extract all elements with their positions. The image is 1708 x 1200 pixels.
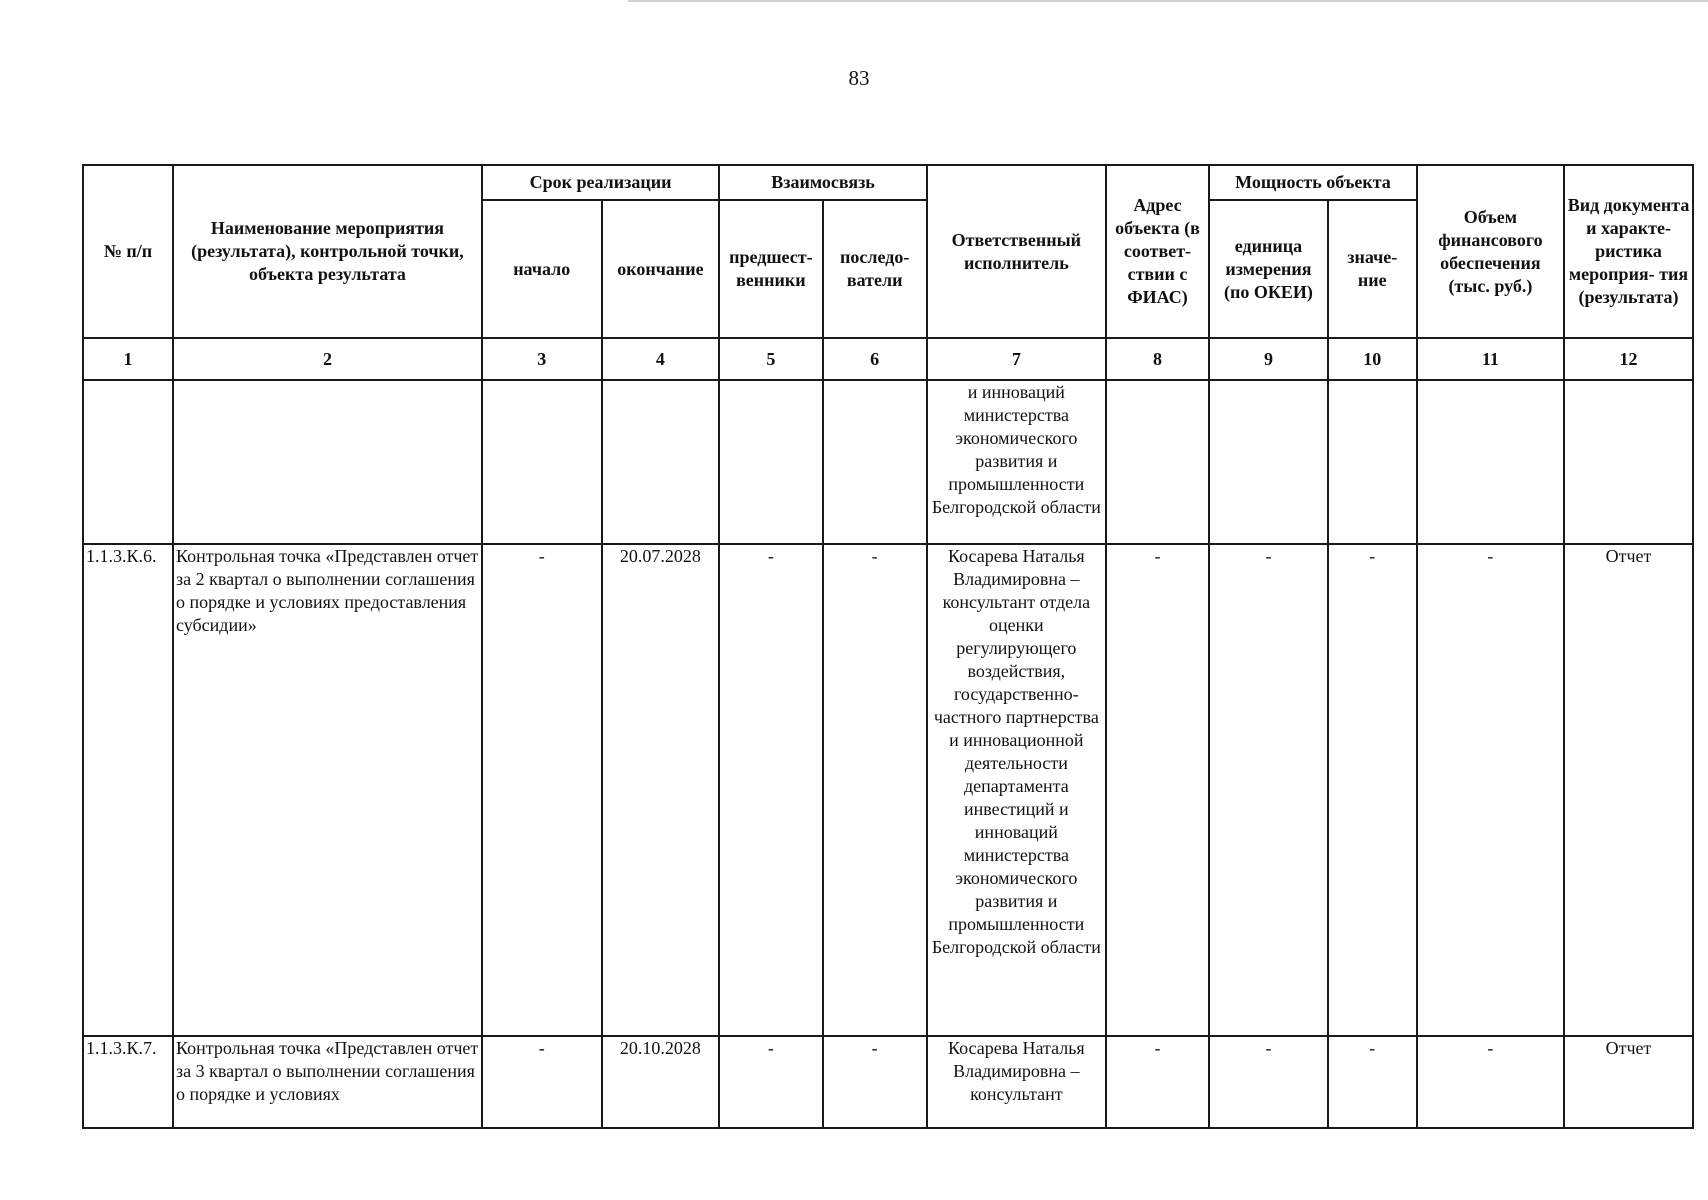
cell-address: [1106, 380, 1209, 544]
cell-successors: -: [823, 1036, 927, 1128]
plan-table: [82, 164, 1694, 1129]
cell-name: Контрольная точка «Представлен отчет за 2 квартал о выполнении соглашения о порядке и условиях предоставления субсидии»: [173, 544, 482, 1036]
cell-address: -: [1106, 544, 1209, 1036]
header-capacity-group: Мощность объекта: [1209, 165, 1417, 200]
table-header: [83, 165, 1693, 338]
column-number: 6: [823, 338, 927, 380]
cell-successors: [823, 380, 927, 544]
cell-predecessors: [719, 380, 822, 544]
column-number: 1: [83, 338, 173, 380]
cell-volume: [1417, 380, 1564, 544]
header-name: Наименование мероприятия (результата), контрольной точки, объекта результата: [173, 165, 482, 338]
header-num: № п/п: [83, 165, 173, 338]
header-unit: единица измерения (по ОКЕИ): [1209, 200, 1328, 338]
header-predecessors: предшест- венники: [719, 200, 822, 338]
table-row: [83, 1036, 1693, 1128]
cell-start: [482, 380, 602, 544]
cell-start: -: [482, 1036, 602, 1128]
header-executor: Ответственный исполнитель: [927, 165, 1106, 338]
cell-value: [1328, 380, 1417, 544]
cell-unit: [1209, 380, 1328, 544]
cell-end: 20.10.2028: [602, 1036, 720, 1128]
cell-address: -: [1106, 1036, 1209, 1128]
column-number: 9: [1209, 338, 1328, 380]
column-number: 2: [173, 338, 482, 380]
cell-end: [602, 380, 720, 544]
cell-volume: -: [1417, 1036, 1564, 1128]
table-row: [83, 544, 1693, 1036]
cell-doc-type: [1564, 380, 1693, 544]
column-number: 5: [719, 338, 822, 380]
cell-num: 1.1.3.К.7.: [83, 1036, 173, 1128]
header-link-group: Взаимосвязь: [719, 165, 927, 200]
header-start: начало: [482, 200, 602, 338]
column-number-row: [83, 338, 1693, 380]
cell-end: 20.07.2028: [602, 544, 720, 1036]
header-successors: последо- ватели: [823, 200, 927, 338]
cell-unit: -: [1209, 544, 1328, 1036]
cell-start: -: [482, 544, 602, 1036]
cell-unit: -: [1209, 1036, 1328, 1128]
cell-num: [83, 380, 173, 544]
cell-value: -: [1328, 1036, 1417, 1128]
column-number: 12: [1564, 338, 1693, 380]
top-rule: [628, 0, 1708, 2]
cell-executor: и инноваций министерства экономического развития и промышленности Белгородской области: [927, 380, 1106, 544]
cell-executor: Косарева Наталья Владимировна – консультант отдела оценки регулирующего воздействия, государственно-частного партнерства и инновационной деятельности департамента инвестиций и инноваций министерства экономического развития и промышленности Белгородской области: [927, 544, 1106, 1036]
header-doc-type: Вид документа и характе- ристика мероприя- тия (результата): [1564, 165, 1693, 338]
column-number: 3: [482, 338, 602, 380]
cell-predecessors: -: [719, 1036, 822, 1128]
cell-predecessors: -: [719, 544, 822, 1036]
page-number: 83: [848, 66, 870, 90]
cell-doc-type: Отчет: [1564, 1036, 1693, 1128]
header-end: окончание: [602, 200, 720, 338]
cell-name: Контрольная точка «Представлен отчет за 3 квартал о выполнении соглашения о порядке и условиях: [173, 1036, 482, 1128]
cell-num: 1.1.3.К.6.: [83, 544, 173, 1036]
cell-executor: Косарева Наталья Владимировна – консультант: [927, 1036, 1106, 1128]
header-term-group: Срок реализации: [482, 165, 719, 200]
column-number: 11: [1417, 338, 1564, 380]
cell-volume: -: [1417, 544, 1564, 1036]
header-volume: Объем финансового обеспечения (тыс. руб.): [1417, 165, 1564, 338]
cell-successors: -: [823, 544, 927, 1036]
column-number: 4: [602, 338, 720, 380]
cell-doc-type: Отчет: [1564, 544, 1693, 1036]
header-address: Адрес объекта (в соответ- ствии с ФИАС): [1106, 165, 1209, 338]
column-number: 8: [1106, 338, 1209, 380]
cell-value: -: [1328, 544, 1417, 1036]
column-number: 10: [1328, 338, 1417, 380]
table-row: [83, 380, 1693, 544]
cell-name: [173, 380, 482, 544]
column-number: 7: [927, 338, 1106, 380]
header-value: значе- ние: [1328, 200, 1417, 338]
